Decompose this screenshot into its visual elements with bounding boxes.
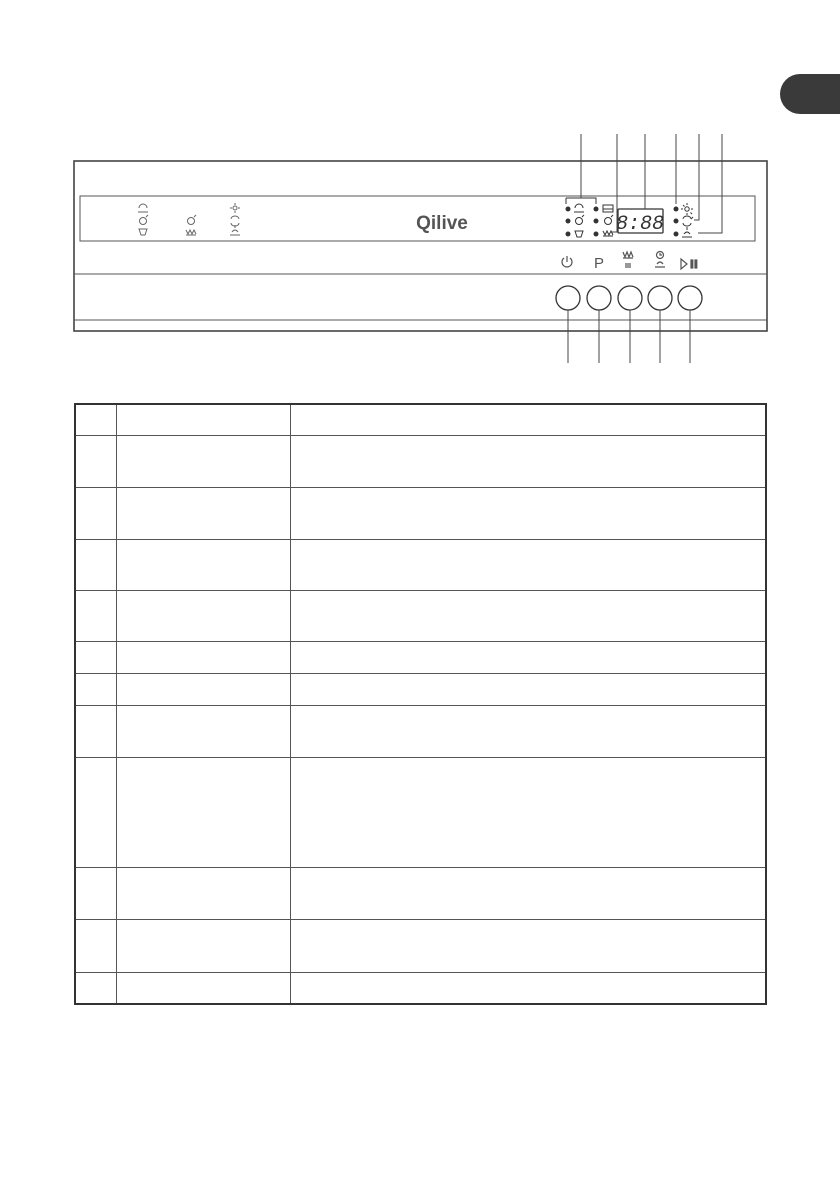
glass-icon	[575, 231, 583, 237]
power-button[interactable]	[556, 286, 580, 310]
eco-icon	[605, 215, 614, 225]
glass-icon	[139, 229, 147, 235]
table-row	[76, 591, 765, 642]
button-symbols	[562, 252, 697, 273]
control-panel-diagram	[0, 0, 840, 380]
intensive-icon	[603, 231, 613, 236]
table-row	[76, 674, 765, 706]
function-table	[74, 403, 767, 1005]
table-row	[76, 642, 765, 674]
start-pause-icon	[681, 259, 697, 269]
table-header-row	[76, 405, 765, 436]
indicator-dot	[594, 232, 599, 237]
sun-icon	[230, 203, 240, 213]
indicator-dot	[674, 219, 679, 224]
table-row	[76, 706, 765, 758]
indicator-dot	[566, 207, 571, 212]
callout-line	[694, 134, 699, 220]
program-button[interactable]	[587, 286, 611, 310]
left-program-icons	[138, 203, 240, 235]
intensive-icon	[186, 230, 196, 235]
callout-lines-bottom	[568, 310, 690, 363]
refresh-icon	[683, 216, 693, 226]
callout-line	[698, 134, 722, 233]
indicator-dot	[594, 207, 599, 212]
indicator-dot	[566, 219, 571, 224]
auto-icon	[576, 215, 585, 225]
power-icon	[562, 256, 572, 267]
digital-display-readout: 8:88	[615, 213, 665, 236]
table-row	[76, 868, 765, 920]
table-row	[76, 540, 765, 591]
top-rack-icon	[138, 204, 148, 212]
refresh-icon	[231, 216, 239, 226]
brand-logo: Qilive	[416, 213, 468, 234]
steam-icon	[682, 227, 692, 237]
half-load-button[interactable]	[618, 286, 642, 310]
start-pause-button[interactable]	[678, 286, 702, 310]
table-row	[76, 436, 765, 488]
auto-icon	[140, 215, 149, 225]
delay-button[interactable]	[648, 286, 672, 310]
top-rack-icon	[574, 204, 584, 212]
program-icon	[594, 255, 604, 272]
table-row	[76, 488, 765, 540]
indicator-bracket	[566, 198, 596, 204]
bottom-rack-icon	[603, 205, 613, 212]
program-symbol: P	[593, 255, 605, 272]
steam-icon	[230, 225, 240, 235]
sun-icon	[681, 203, 693, 215]
table-row	[76, 920, 765, 973]
table-row	[76, 758, 765, 868]
indicator-dot	[674, 232, 679, 237]
table-row	[76, 973, 765, 1003]
auto-icon	[188, 215, 197, 225]
indicator-dot	[566, 232, 571, 237]
half-load-icon	[623, 252, 633, 268]
delay-icon	[655, 252, 665, 268]
indicator-dot	[674, 207, 679, 212]
indicator-dot	[594, 219, 599, 224]
